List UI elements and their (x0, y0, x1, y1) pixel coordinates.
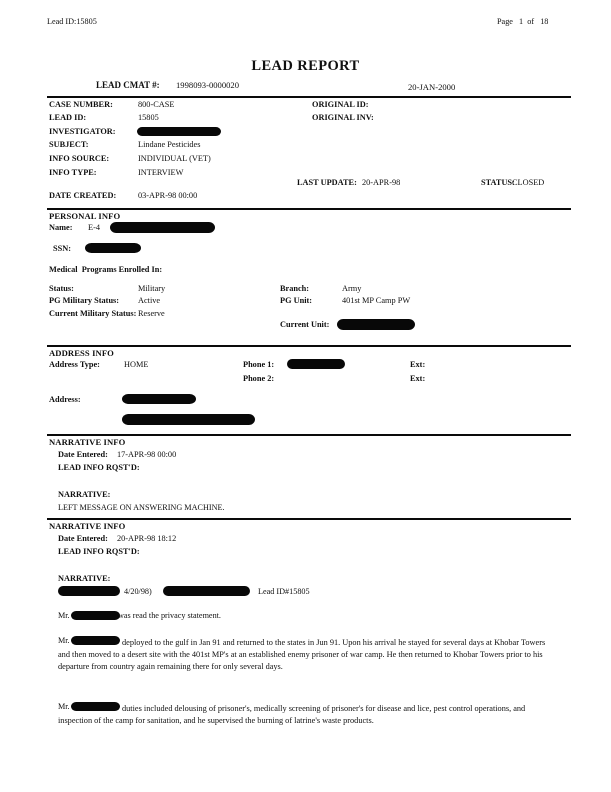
investigator-label: INVESTIGATOR: (49, 127, 116, 136)
name-rank: E-4 (88, 223, 100, 232)
last-update-value: 20-APR-98 (362, 178, 401, 187)
narrative-2-heading: NARRATIVE INFO (49, 521, 126, 531)
subject-label: SUBJECT: (49, 140, 89, 149)
current-unit-label: Current Unit: (280, 320, 330, 329)
divider-narrative-1 (47, 434, 571, 436)
narrative-1-heading: NARRATIVE INFO (49, 437, 126, 447)
current-military-status-label: Current Military Status: (49, 309, 137, 318)
pg-unit-label: PG Unit: (280, 296, 313, 305)
status-field-value: Military (138, 284, 166, 293)
narrative-2-date-entered-label: Date Entered: (58, 534, 108, 543)
redaction-address-line1 (122, 394, 196, 404)
pg-military-status-value: Active (138, 296, 161, 305)
para1-prefix: Mr. (58, 636, 70, 645)
pg-military-status-label: PG Military Status: (49, 296, 120, 305)
lead-id-value: 15805 (138, 113, 159, 122)
subject-value: Lindane Pesticides (138, 140, 201, 149)
narrative-2-paragraph-1: deployed to the gulf in Jan 91 and returned to the states in Jun 91. Upon his arrival he stayed for several days at Khobar Towers and then moved to a desert site with the 401st MP's at an established enemy prisoner of war camp. He then returned to Khobar Towers prior to his departure from country again remaining there for only several days. (58, 638, 546, 672)
redaction-privacy-name (71, 611, 120, 620)
redaction-investigator (137, 127, 221, 136)
name-label: Name: (49, 223, 73, 232)
narrative-2-date-entered-value: 20-APR-98 18:12 (117, 534, 177, 543)
info-source-label: INFO SOURCE: (49, 154, 110, 163)
branch-label: Branch: (280, 284, 310, 293)
pg-unit-value: 401st MP Camp PW (342, 296, 411, 305)
redaction-name (110, 222, 215, 233)
ext2-label: Ext: (410, 374, 426, 383)
phone1-label: Phone 1: (243, 360, 275, 369)
address-type-value: HOME (124, 360, 149, 369)
narrative-2-signature-date: 4/20/98) (124, 587, 152, 596)
case-number-value: 800-CASE (138, 100, 175, 109)
status-value: CLOSED (512, 178, 545, 187)
last-update-label: LAST UPDATE: (297, 178, 357, 187)
address-info-heading: ADDRESS INFO (49, 348, 114, 358)
branch-value: Army (342, 284, 362, 293)
ssn-label: SSN: (53, 244, 71, 253)
redaction-current-unit (337, 319, 415, 330)
date-created-label: DATE CREATED: (49, 191, 117, 200)
narrative-1-date-entered-value: 17-APR-98 00:00 (117, 450, 177, 459)
info-type-label: INFO TYPE: (49, 168, 97, 177)
divider-narrative-2 (47, 518, 571, 520)
narrative-2-paragraph-2: duties included delousing of prisoner's, medically screening of prisoner's for disease and lice, pest control operations, and inspection of the camp for sanitation, and he supervised the burning of latrine's waste products. (58, 704, 526, 726)
medical-programs-label: Medical Programs Enrolled In: (49, 265, 163, 274)
personal-info-heading: PERSONAL INFO (49, 211, 121, 221)
info-source-value: INDIVIDUAL (VET) (138, 154, 211, 163)
narrative-1-label: NARRATIVE: (58, 490, 111, 499)
case-number-label: CASE NUMBER: (49, 100, 113, 109)
lead-id-label: LEAD ID: (49, 113, 87, 122)
original-id-label: ORIGINAL ID: (312, 100, 369, 109)
header-lead-id: Lead ID:15805 (47, 17, 97, 26)
cmat-value: 1998093-0000020 (176, 80, 240, 90)
current-military-status-value: Reserve (138, 309, 165, 318)
privacy-line-prefix: Mr. (58, 611, 70, 620)
original-inv-label: ORIGINAL INV: (312, 113, 374, 122)
date-created-value: 03-APR-98 00:00 (138, 191, 198, 200)
divider-address (47, 345, 571, 347)
header-page-number: Page 1 of 18 (497, 17, 549, 26)
ext1-label: Ext: (410, 360, 426, 369)
cmat-label: LEAD CMAT #: (96, 80, 160, 90)
redaction-signature-extra (163, 586, 250, 596)
para2-prefix: Mr. (58, 702, 70, 711)
status-label: STATUS: (481, 178, 515, 187)
narrative-2-signature-lead-id: Lead ID#15805 (258, 587, 310, 596)
narrative-1-lead-info-rqstd-label: LEAD INFO RQST'D: (58, 463, 140, 472)
narrative-1-date-entered-label: Date Entered: (58, 450, 108, 459)
redaction-address-line2 (122, 414, 255, 425)
cmat-date: 20-JAN-2000 (408, 82, 456, 92)
status-field-label: Status: (49, 284, 74, 293)
narrative-2-label: NARRATIVE: (58, 574, 111, 583)
address-label: Address: (49, 395, 81, 404)
info-type-value: INTERVIEW (138, 168, 184, 177)
divider-personal (47, 208, 571, 210)
redaction-phone1 (287, 359, 345, 369)
address-type-label: Address Type: (49, 360, 100, 369)
redaction-signature-name (58, 586, 120, 596)
narrative-2-lead-info-rqstd-label: LEAD INFO RQST'D: (58, 547, 140, 556)
phone2-label: Phone 2: (243, 374, 275, 383)
privacy-line-text: was read the privacy statement. (118, 611, 221, 620)
redaction-ssn (85, 243, 141, 253)
narrative-1-body: LEFT MESSAGE ON ANSWERING MACHINE. (58, 503, 225, 512)
page-title: LEAD REPORT (251, 58, 360, 74)
divider-top (47, 96, 571, 98)
